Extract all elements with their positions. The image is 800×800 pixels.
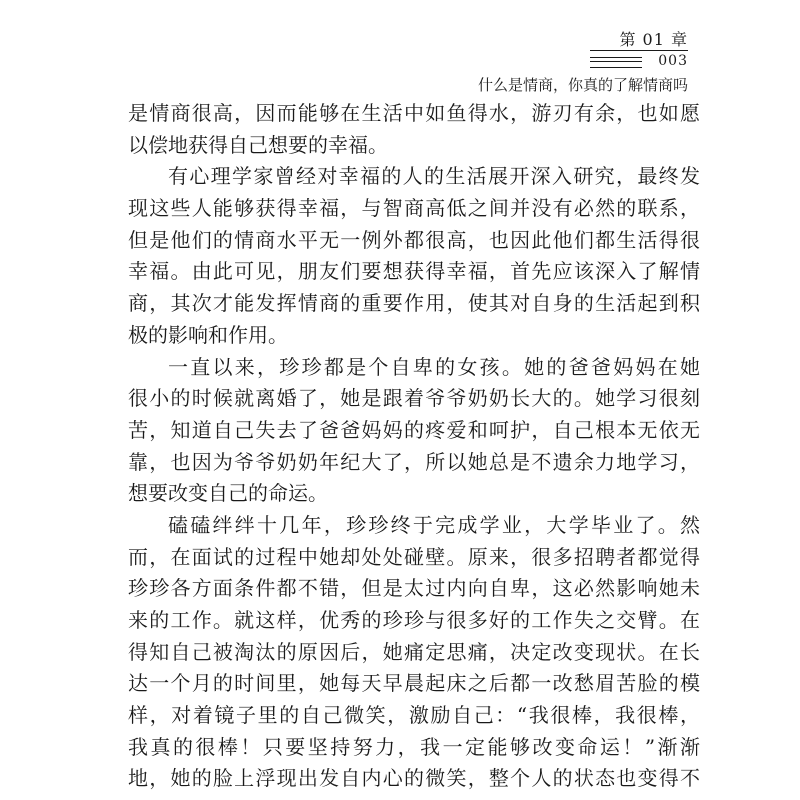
text-line: 以偿地获得自己想要的幸福。: [128, 132, 388, 157]
page-number: 003: [658, 53, 688, 69]
text-line: 极的影响和作用。: [128, 322, 288, 347]
running-header: [478, 30, 688, 94]
text-line: 但是他们的情商水平无一例外都很高，也因此他们都生活得很: [128, 227, 700, 252]
text-line: 现这些人能够获得幸福，与智商高低之间并没有必然的联系，: [128, 196, 700, 221]
text-line: 商，其次才能发挥情商的重要作用，使其对自身的生活起到积: [128, 291, 700, 316]
text-line: 珍珍各方面条件都不错，但是太过内向自卑，这必然影响她未: [128, 576, 700, 601]
text-line: 是情商很高，因而能够在生活中如鱼得水，游刃有余，也如愿: [128, 101, 700, 125]
text-line: 磕磕绊绊十几年，珍珍终于完成学业，大学毕业了。然: [168, 512, 700, 537]
text-line: 我真的很棒！只要坚持努力，我一定能够改变命运！”渐渐: [128, 734, 700, 759]
text-line: 样，对着镜子里的自己微笑，激励自己：“我很棒，我很棒，: [128, 703, 700, 728]
text-line: 苦，知道自己失去了爸爸妈妈的疼爱和呵护，自己根本无依无: [128, 417, 700, 442]
text-line: 而，在面试的过程中她却处处碰壁。原来，很多招聘者都觉得: [128, 544, 700, 569]
text-line: 得知自己被淘汰的原因后，她痛定思痛，决定改变现状。在长: [128, 639, 700, 664]
text-line: 很小的时候就离婚了，她是跟着爷爷奶奶长大的。她学习很刻: [128, 386, 700, 411]
text-line: 想要改变自己的命运。: [128, 481, 328, 506]
text-line: 达一个月的时间里，她每天早晨起床之后都一改愁眉苦脸的模: [128, 671, 700, 696]
header-rule-top-line: [590, 50, 688, 51]
text-line: 一直以来，珍珍都是个自卑的女孩。她的爸爸妈妈在她: [168, 354, 700, 379]
body-text: [128, 98, 700, 795]
text-line: 幸福。由此可见，朋友们要想获得幸福，首先应该深入了解情: [128, 259, 700, 284]
text-line: 地，她的脸上浮现出发自内心的微笑，整个人的状态也变得不: [128, 766, 700, 791]
text-line: 来的工作。就这样，优秀的珍珍与很多好的工作失之交臂。在: [128, 608, 700, 632]
chapter-title: 什么是情商，你真的了解情商吗: [477, 76, 688, 94]
text-line: 靠，也因为爷爷奶奶年纪大了，所以她总是不遗余力地学习，: [128, 449, 700, 474]
header-rule-lines: [590, 57, 642, 68]
header-rule: [590, 50, 688, 72]
chapter-label: 第 01 章: [619, 30, 688, 49]
text-line: 有心理学家曾经对幸福的人的生活展开深入研究，最终发: [168, 164, 700, 189]
